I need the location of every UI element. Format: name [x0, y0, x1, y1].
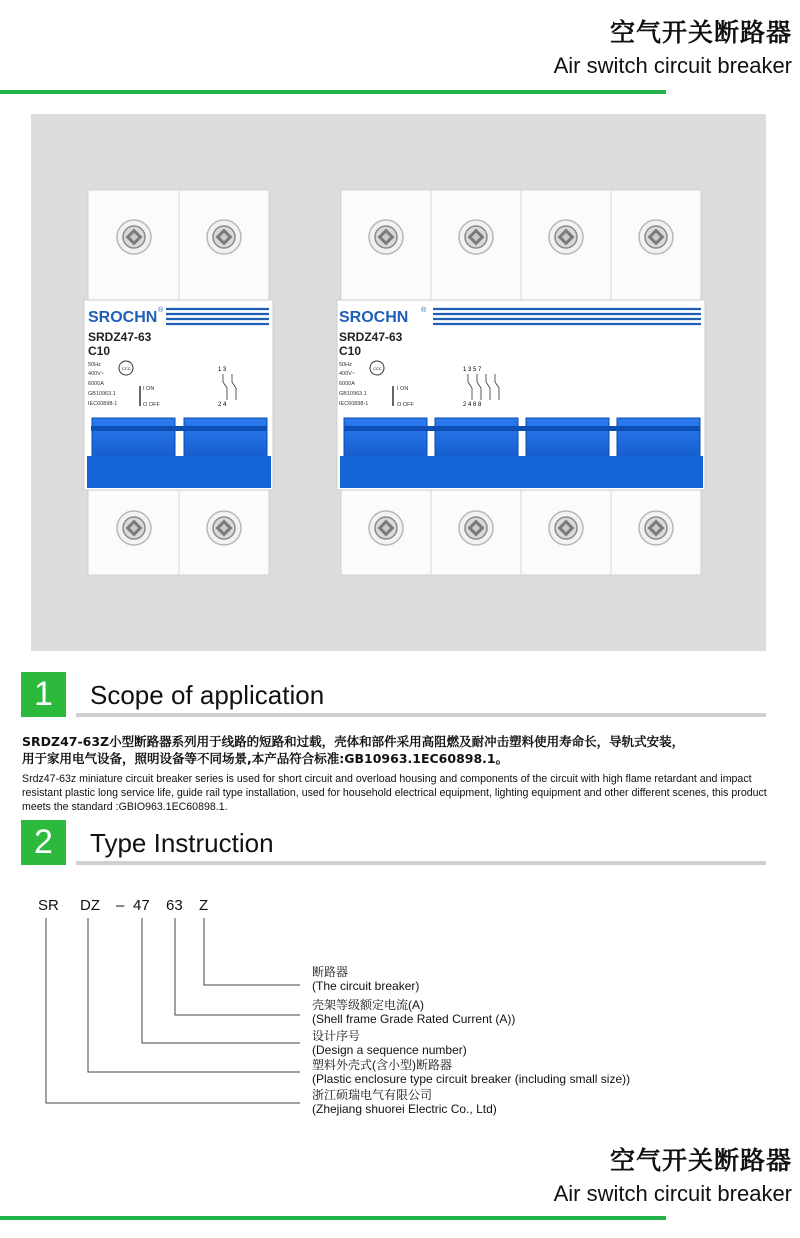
scope-text-en: Srdz47-63z miniature circuit breaker series is used for short circuit and overload housing and components of the circuit with high flame retardant and impact resistant plastic long service life, guide rail type installation, used for household electrical equipment, lighting equipment and other different scenes, this product meets the standard :GBIO963.1EC60898.1.	[22, 773, 767, 813]
section-2-number: 2	[21, 820, 66, 865]
svg-text:I ON: I ON	[143, 386, 155, 392]
header-title-en: Air switch circuit breaker	[553, 53, 792, 78]
svg-text:GB10963.1: GB10963.1	[339, 391, 367, 397]
model-label: SRDZ47-63	[339, 330, 403, 344]
footer-block	[554, 1146, 792, 1208]
code-47: 47	[133, 897, 150, 914]
svg-text:1 3: 1 3	[218, 367, 227, 373]
desc-circuit-breaker: 断路器 (The circuit breaker)	[312, 965, 420, 993]
svg-text:IEC60898-1: IEC60898-1	[339, 401, 369, 407]
svg-text:2 4: 2 4	[218, 402, 227, 408]
code-dz: DZ	[80, 897, 100, 914]
rating-label: C10	[339, 344, 362, 358]
svg-text:®: ®	[158, 307, 164, 314]
svg-text:O OFF: O OFF	[397, 402, 414, 408]
model-label: SRDZ47-63	[88, 330, 152, 344]
scope-text-cn: SRDZ47-63Z小型断路器系列用于线路的短路和过载，壳体和部件采用高阻燃及耐冲击塑料使用寿命长，导轨式安装， 用于家用电气设备，照明设备等不同场景,本产品符合标准:GB10963.1EC60898.1。	[22, 734, 685, 766]
svg-text:GB10963.1: GB10963.1	[88, 391, 116, 397]
footer-title-en: Air switch circuit breaker	[553, 1181, 792, 1206]
svg-text:400V~: 400V~	[339, 371, 356, 377]
svg-text:6000A: 6000A	[339, 381, 355, 387]
svg-text:IEC60898-1: IEC60898-1	[88, 401, 118, 407]
code-dash: –	[116, 897, 125, 914]
brand-logo: SROCHN	[88, 309, 158, 326]
code-63: 63	[166, 897, 183, 914]
desc-manufacturer: 浙江硕瑞电气有限公司 (Zhejiang shuorei Electric Co., Ltd)	[312, 1088, 497, 1116]
desc-rated-current: 壳架等级额定电流(A) (Shell frame Grade Rated Current (A))	[312, 998, 516, 1026]
footer-title-cn: 空气开关断路器	[609, 1146, 792, 1175]
svg-text:CCC: CCC	[122, 366, 131, 371]
svg-text:O OFF: O OFF	[143, 402, 160, 408]
desc-design-number: 设计序号 (Design a sequence number)	[312, 1029, 467, 1057]
svg-text:6000A: 6000A	[88, 381, 104, 387]
rating-label: C10	[88, 344, 111, 358]
code-z: Z	[199, 897, 209, 914]
svg-text:400V~: 400V~	[88, 371, 105, 377]
section-1-number: 1	[21, 672, 66, 717]
svg-text:CCC: CCC	[373, 366, 382, 371]
desc-enclosure-type: 塑料外壳式(含小型)断路器 (Plastic enclosure type circuit breaker (including small size))	[312, 1058, 631, 1086]
footer-divider	[0, 1216, 666, 1220]
svg-text:50Hz: 50Hz	[339, 362, 352, 368]
svg-text:I ON: I ON	[397, 386, 409, 392]
code-sr: SR	[38, 897, 59, 914]
svg-text:1 3 5 7: 1 3 5 7	[463, 367, 482, 373]
brand-logo: SROCHN	[339, 309, 409, 326]
svg-text:50Hz: 50Hz	[88, 362, 101, 368]
svg-text:®: ®	[421, 307, 427, 314]
section-1-title: Scope of application	[90, 680, 325, 710]
header-title-cn: 空气开关断路器	[609, 18, 792, 47]
svg-text:2 4 6 8: 2 4 6 8	[463, 402, 482, 408]
section-2-title: Type Instruction	[90, 828, 274, 858]
